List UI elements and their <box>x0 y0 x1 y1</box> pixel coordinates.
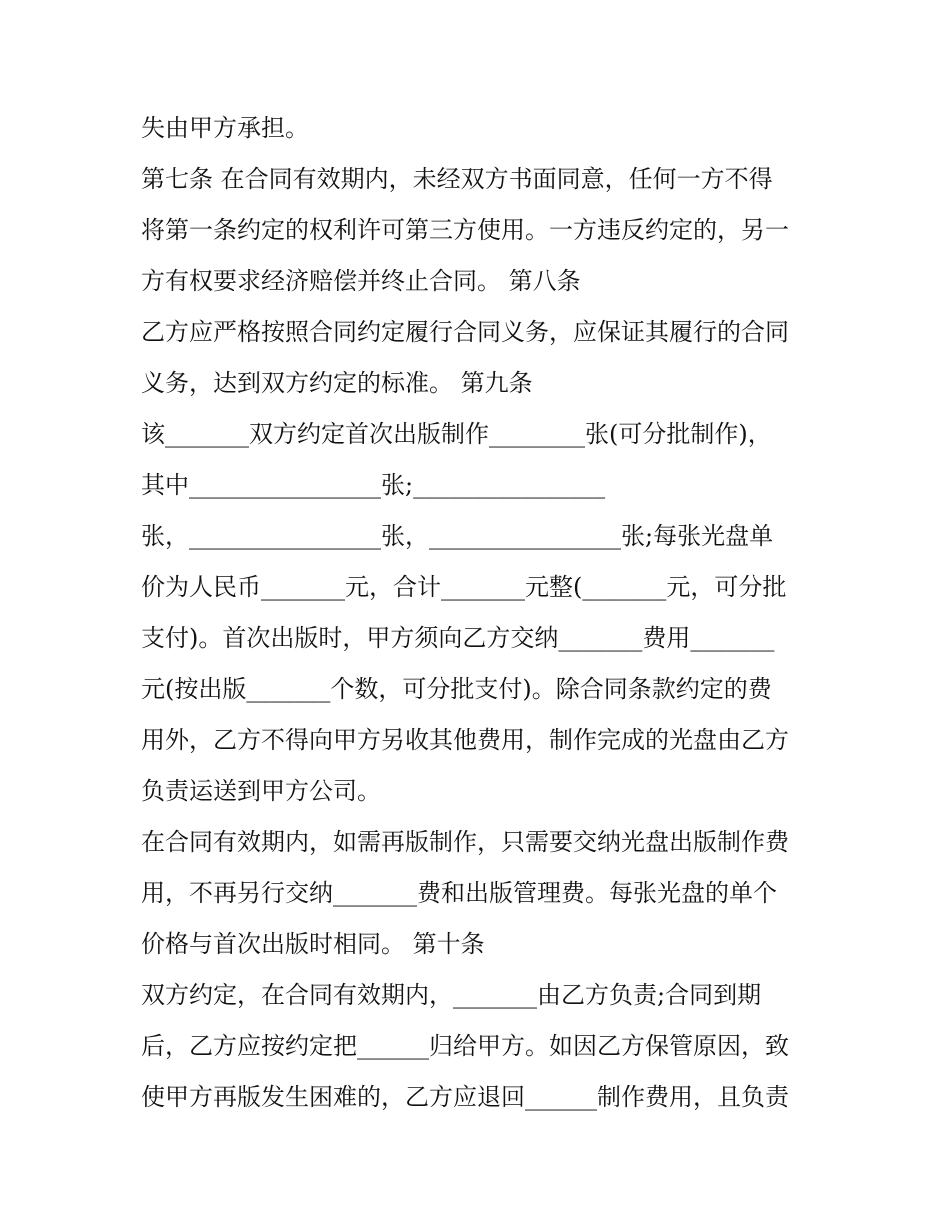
text-line: 负责运送到甲方公司。 <box>141 777 381 805</box>
text-line: 义务，达到双方约定的标准。 第九条 <box>141 369 533 397</box>
text-line: 方有权要求经济赔偿并终止合同。 第八条 <box>141 267 581 295</box>
text-line: 后，乙方应按约定把______归给甲方。如因乙方保管原因，致 <box>141 1032 789 1060</box>
text-line: 该_______双方约定首次出版制作________张(可分批制作)， <box>141 420 772 448</box>
text-line: 支付)。首次出版时，甲方须向乙方交纳_______费用_______ <box>141 624 775 652</box>
text-line: 在合同有效期内，如需再版制作，只需要交纳光盘出版制作费 <box>141 828 789 856</box>
text-line: 元(按出版_______个数，可分批支付)。除合同条款约定的费 <box>141 675 772 703</box>
text-line: 第七条 在合同有效期内，未经双方书面同意，任何一方不得 <box>141 165 773 193</box>
text-line: 双方约定，在合同有效期内，_______由乙方负责;合同到期 <box>141 981 762 1009</box>
text-line: 乙方应严格按照合同约定履行合同义务，应保证其履行的合同 <box>141 318 789 346</box>
text-line: 将第一条约定的权利许可第三方使用。一方违反约定的，另一 <box>141 216 789 244</box>
text-line: 用外，乙方不得向甲方另收其他费用，制作完成的光盘由乙方 <box>141 726 789 754</box>
text-line: 使甲方再版发生困难的，乙方应退回______制作费用，且负责 <box>141 1083 789 1111</box>
text-line: 用，不再另行交纳_______费和出版管理费。每张光盘的单个 <box>141 879 777 907</box>
text-line: 其中________________张;________________ <box>141 471 606 499</box>
text-line: 失由甲方承担。 <box>141 114 309 142</box>
text-line: 张，________________张，________________张;每张光盘单 <box>141 522 774 550</box>
text-line: 价为人民币_______元，合计_______元整(_______元，可分批 <box>141 573 787 601</box>
text-line: 价格与首次出版时相同。 第十条 <box>141 930 485 958</box>
